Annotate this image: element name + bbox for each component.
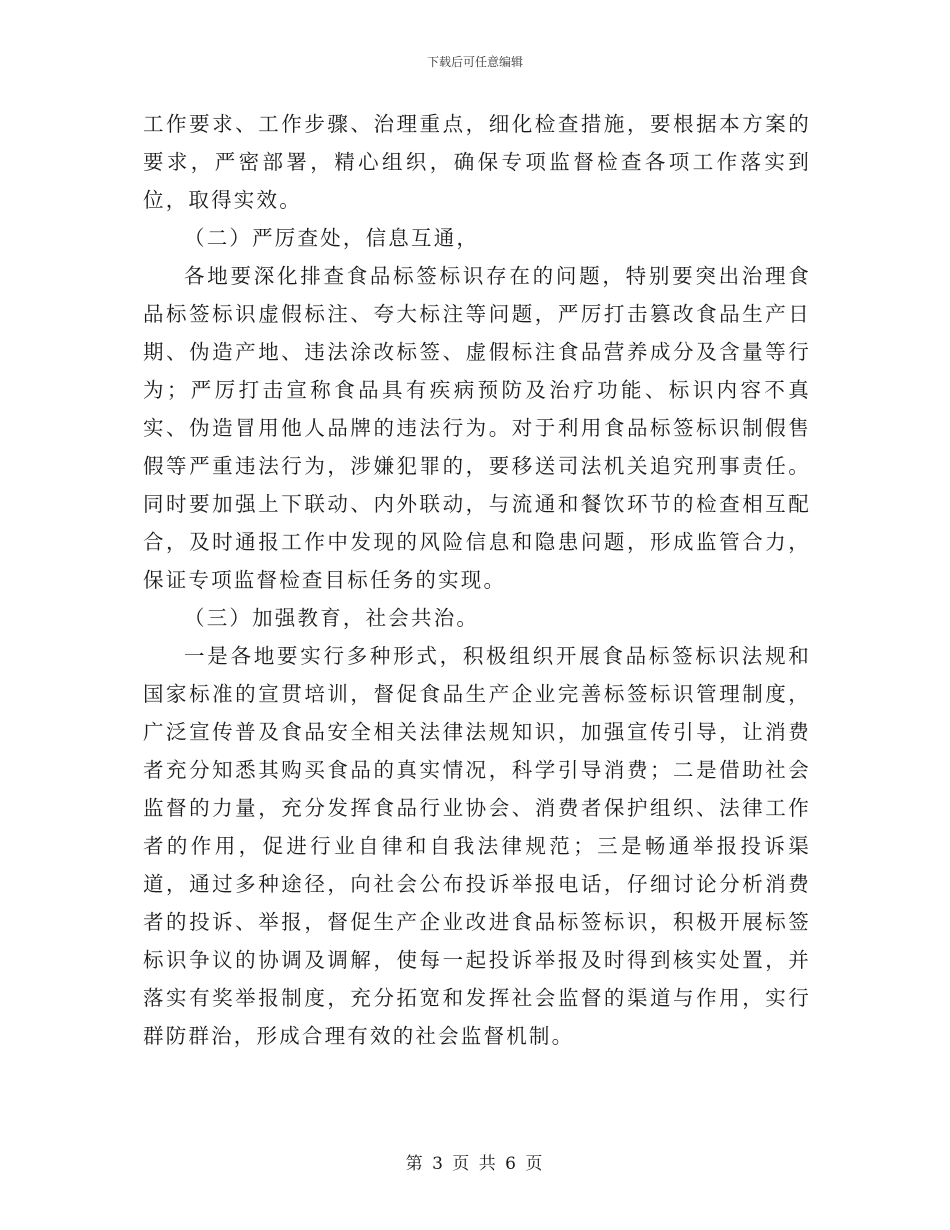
paragraph-continuation: 工作要求、工作步骤、治理重点，细化检查措施，要根据本方案的要求，严密部署，精心组织，确保专项监督检查各项工作落实到位，取得实效。 (143, 112, 811, 212)
paragraph-education: 一是各地要实行多种形式，积极组织开展食品标签标识法规和国家标准的宣贯培训，督促食品生产企业完善标签标识管理制度，广泛宣传普及食品安全相关法律法规知识，加强宣传引导，让消费者充分知悉其购买食品的真实情况，科学引导消费；二是借助社会监督的力量，充分发挥食品行业协会、消费者保护组织、法律工作者的作用，促进行业自律和自我法律规范；三是畅通举报投诉渠道，通过多种途径，向社会公布投诉举报电话，仔细讨论分析消费者的投诉、举报，督促生产企业改进食品标签标识，积极开展标签标识争议的协调及调解，使每一起投诉举报及时得到核实处置，并落实有奖举报制度，充分拓宽和发挥社会监督的渠道与作用，实行群防群治，形成合理有效的社会监督机制。 (143, 644, 811, 1048)
page-number-footer: 第 3 页 共 6 页 (405, 1154, 545, 1174)
document-body (143, 105, 811, 1055)
page-header: 下载后可任意编辑 (426, 55, 523, 69)
section-heading-2: （二）严厉查处，信息互通， (184, 226, 480, 250)
section-heading-3: （三）加强教育，社会共治。 (184, 606, 480, 630)
paragraph-enforcement: 各地要深化排查食品标签标识存在的问题，特别要突出治理食品标签标识虚假标注、夸大标注等问题，严厉打击篡改食品生产日期、伪造产地、违法涂改标签、虚假标注食品营养成分及含量等行为；严厉打击宣称食品具有疾病预防及治疗功能、标识内容不真实、伪造冒用他人品牌的违法行为。对于利用食品标签标识制假售假等严重违法行为，涉嫌犯罪的，要移送司法机关追究刑事责任。同时要加强上下联动、内外联动，与流通和餐饮环节的检查相互配合，及时通报工作中发现的风险信息和隐患问题，形成监管合力，保证专项监督检查目标任务的实现。 (143, 264, 811, 592)
